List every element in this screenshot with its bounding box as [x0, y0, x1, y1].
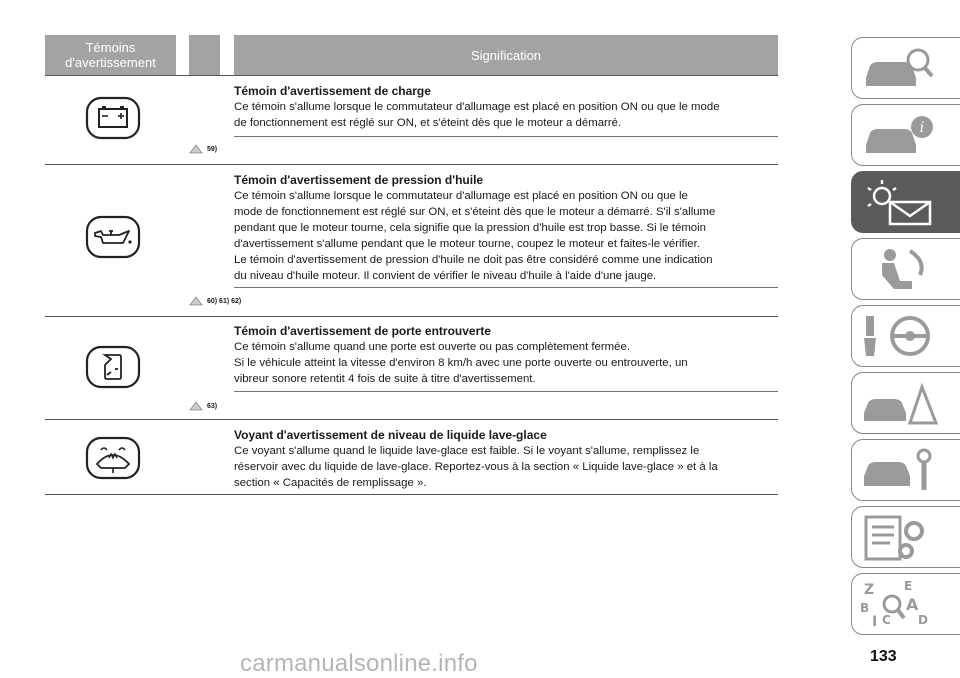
tab-car-search[interactable] — [851, 37, 960, 99]
watermark: carmanualsonline.info — [240, 650, 478, 677]
tab-warning-lights[interactable] — [851, 171, 960, 233]
car-wrench-icon — [860, 446, 940, 496]
page-number: 133 — [870, 648, 897, 665]
tab-car-info[interactable] — [851, 104, 960, 166]
divider — [234, 391, 778, 392]
section-title: Témoin d'avertissement de porte entrouverte — [234, 324, 491, 338]
specs-gears-icon — [860, 513, 940, 563]
divider — [45, 494, 778, 495]
tab-emergency[interactable] — [851, 372, 960, 434]
divider — [45, 419, 778, 420]
section-title: Voyant d'avertissement de niveau de liquide lave-glace — [234, 428, 547, 442]
tab-starting-driving[interactable] — [851, 305, 960, 367]
divider — [234, 136, 778, 137]
tab-technical-data[interactable] — [851, 506, 960, 568]
header-indicators: Témoins d'avertissement — [45, 35, 176, 75]
svg-text:Z: Z — [864, 582, 875, 598]
svg-text:E: E — [904, 580, 913, 593]
header-spacer — [189, 35, 220, 75]
divider — [45, 164, 778, 165]
section-text: Ce témoin s'allume quand une porte est ouverte ou pas complètement fermée. Si le véhicule atteint la vitesse d'environ 8 km/h avec une porte ouverte ou entrouverte, un vibreur sonore retentit 4 fois de suite à titre d'avertissement. — [234, 341, 688, 385]
svg-text:I: I — [872, 614, 878, 630]
warning-note-icon — [189, 144, 203, 154]
oil-can-icon — [85, 215, 141, 259]
seat-airbag-icon — [860, 245, 940, 295]
key-steering-wheel-icon — [860, 312, 940, 362]
header-meaning: Signification — [234, 35, 778, 75]
alphabet-index-icon — [860, 580, 940, 630]
tab-maintenance[interactable] — [851, 439, 960, 501]
note-ref: 60) 61) 62) — [189, 296, 241, 306]
svg-text:C: C — [882, 613, 891, 627]
warning-light-envelope-icon — [860, 178, 940, 228]
note-ref: 59) — [189, 144, 217, 154]
section-text: Ce voyant s'allume quand le liquide lave-glace est faible. Si le voyant s'allume, remplissez le réservoir avec du liquide de lave-glace. Reportez-vous à la section « Liquide lave-glace » et à la section « Capacités de remplissage ». — [234, 445, 718, 489]
car-breakdown-warning-icon — [860, 379, 940, 429]
divider — [234, 287, 778, 288]
section-title: Témoin d'avertissement de pression d'huile — [234, 173, 484, 187]
car-info-icon — [860, 111, 940, 161]
warning-note-icon — [189, 296, 203, 306]
divider — [45, 316, 778, 317]
divider — [45, 75, 778, 76]
warning-note-icon — [189, 401, 203, 411]
tab-safety[interactable] — [851, 238, 960, 300]
note-ref: 63) — [189, 401, 217, 411]
section-title: Témoin d'avertissement de charge — [234, 84, 431, 98]
door-open-icon — [85, 345, 141, 389]
svg-text:B: B — [860, 601, 870, 615]
tab-index[interactable] — [851, 573, 960, 635]
battery-icon — [85, 96, 141, 140]
section-text: Ce témoin s'allume lorsque le commutateur d'allumage est placé en position ON ou que le mode de fonctionnement est réglé sur ON, et s'éteint dès que le moteur a démarré. — [234, 101, 720, 129]
car-search-icon — [860, 44, 940, 94]
svg-text:i: i — [919, 120, 925, 136]
section-text: Ce témoin s'allume lorsque le commutateur d'allumage est placé en position ON ou que le mode de fonctionnement est réglé sur ON, et s'éteint dès que le moteur a démarré. S'il s'allume pendant que le moteur tourne, cela signifie que la pression d'huile est trop basse. Si le témoin d'avertissement s'allume pendant que le moteur tourne, coupez le moteur et faites-le vérifier. Le témoin d'avertissement de pression d'huile ne doit pas être considéré comme une indication du niveau d'huile moteur. Il convient de vérifier le niveau d'huile à l'aide d'une jauge. — [234, 190, 716, 282]
washer-fluid-icon — [85, 436, 141, 480]
svg-text:D: D — [918, 613, 928, 627]
svg-text:A: A — [906, 595, 919, 614]
